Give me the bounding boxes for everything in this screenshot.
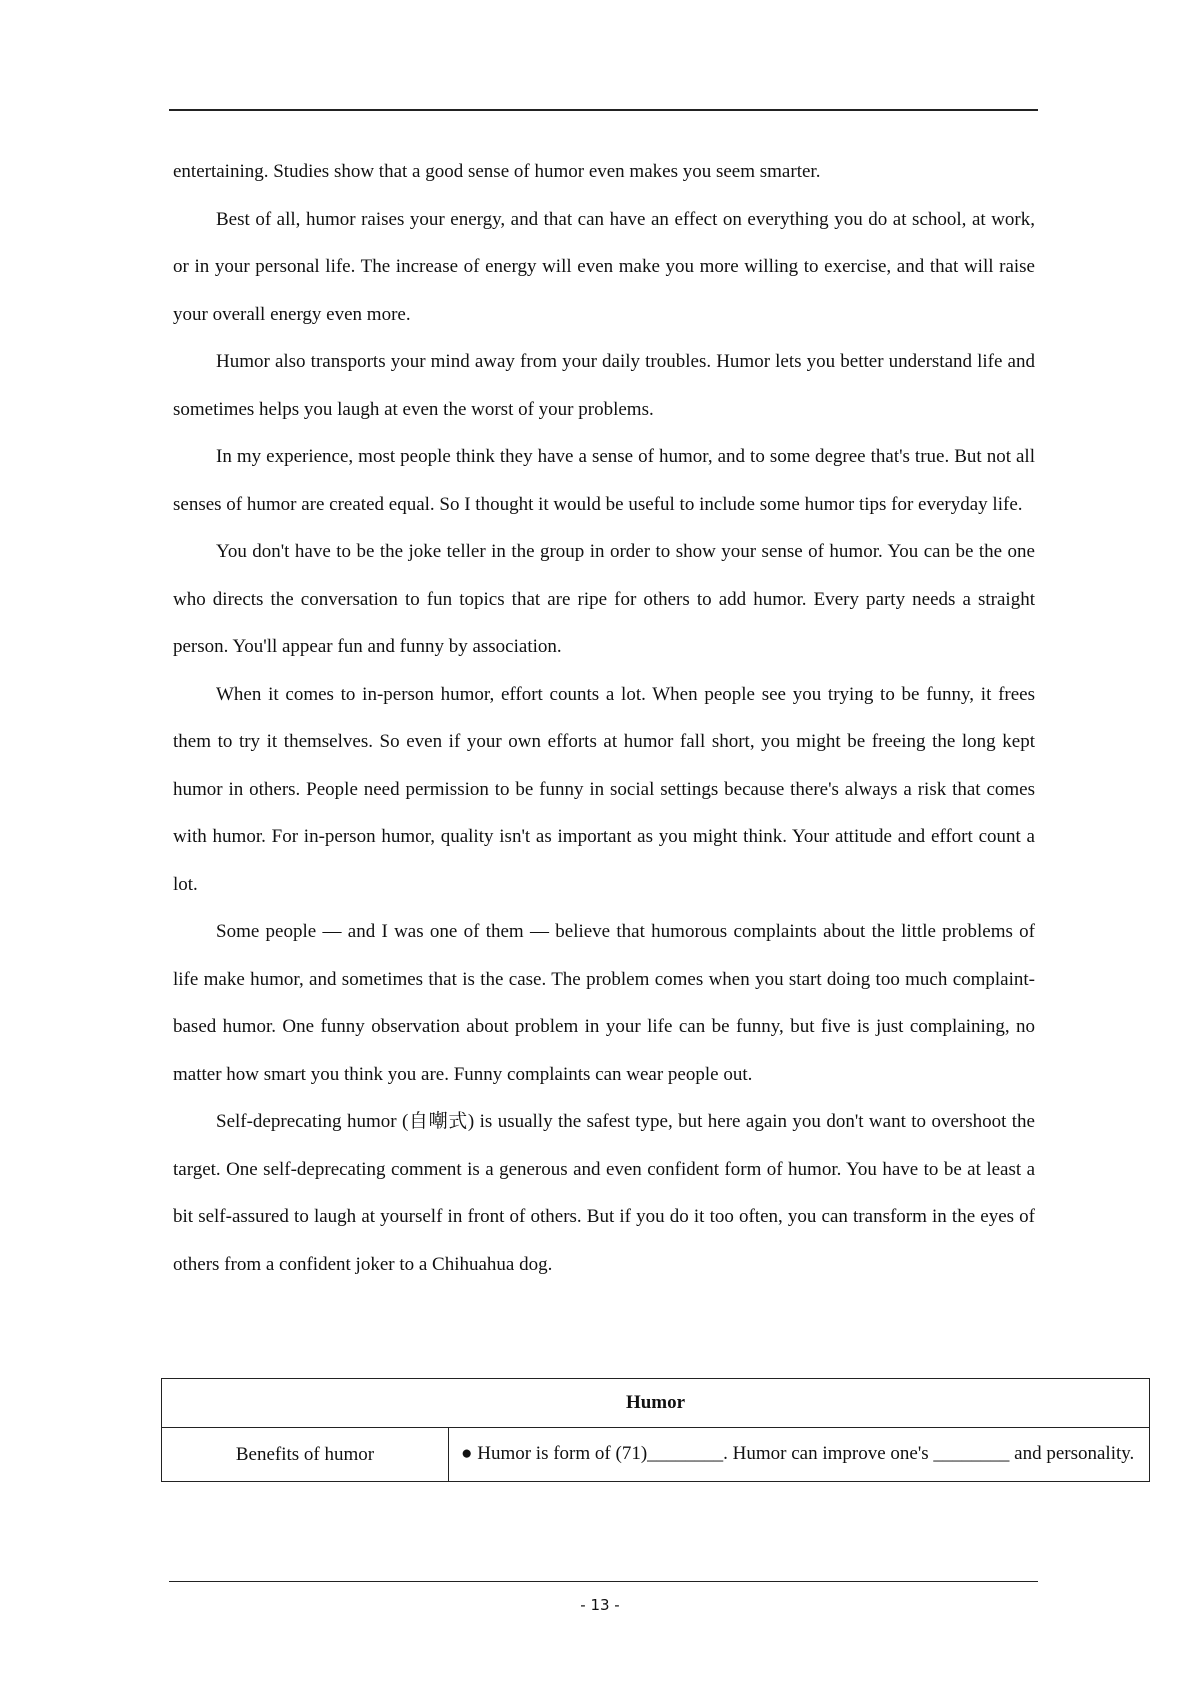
paragraph: Best of all, humor raises your energy, and that can have an effect on everything you do at school, at work, or in your personal life. The increase of energy will even make you more willing to exercise, and that will raise your overall energy even more. <box>173 208 1035 325</box>
header-rule <box>169 109 1038 111</box>
passage <box>173 148 1035 1288</box>
paragraph: You don't have to be the joke teller in the group in order to show your sense of humor. You can be the one who directs the conversation to fun topics that are ripe for others to add humor. Every party needs a straight person. You'll appear fun and funny by association. <box>173 541 1035 657</box>
table-row <box>162 1428 1150 1482</box>
paragraph: Some people — and I was one of them — believe that humorous complaints about the little problems of life make humor, and sometimes that is the case. The problem comes when you start doing too much complaint-based humor. One funny observation about problem in your life can be funny, but five is just complaining, no matter how smart you think you are. Funny complaints can wear people out. <box>173 921 1035 1085</box>
paragraph: Self-deprecating humor (自嘲式) is usually the safest type, but here again you don't want to overshoot the target. One self-deprecating comment is a generous and even confident form of humor. You have to be at least a bit self-assured to laugh at yourself in front of others. But if you do it too often, you can transform in the eyes of others from a confident joker to a Chihuahua dog. <box>173 1111 1035 1275</box>
footer-rule <box>169 1581 1038 1582</box>
paragraph: entertaining. Studies show that a good sense of humor even makes you seem smarter. <box>173 161 821 182</box>
summary-table <box>161 1378 1150 1482</box>
row-label: Benefits of humor <box>162 1428 449 1482</box>
paragraph: When it comes to in-person humor, effort counts a lot. When people see you trying to be funny, it frees them to try it themselves. So even if your own efforts at humor fall short, you might be freeing the long kept humor in others. People need permission to be funny in social settings because there's always a risk that comes with humor. For in-person humor, quality isn't as important as you might think. Your attitude and effort count a lot. <box>173 683 1035 895</box>
paragraph: Humor also transports your mind away from your daily troubles. Humor lets you better understand life and sometimes helps you laugh at even the worst of your problems. <box>173 351 1035 420</box>
row-content: ● Humor is form of (71)________. Humor can improve one's ________ and personality. <box>449 1428 1150 1482</box>
table-title: Humor <box>162 1379 1150 1428</box>
page-number: - 13 - <box>580 1596 620 1614</box>
paragraph: In my experience, most people think they have a sense of humor, and to some degree that's true. But not all senses of humor are created equal. So I thought it would be useful to include some humor tips for everyday life. <box>173 446 1035 515</box>
table-header-row <box>162 1379 1150 1428</box>
